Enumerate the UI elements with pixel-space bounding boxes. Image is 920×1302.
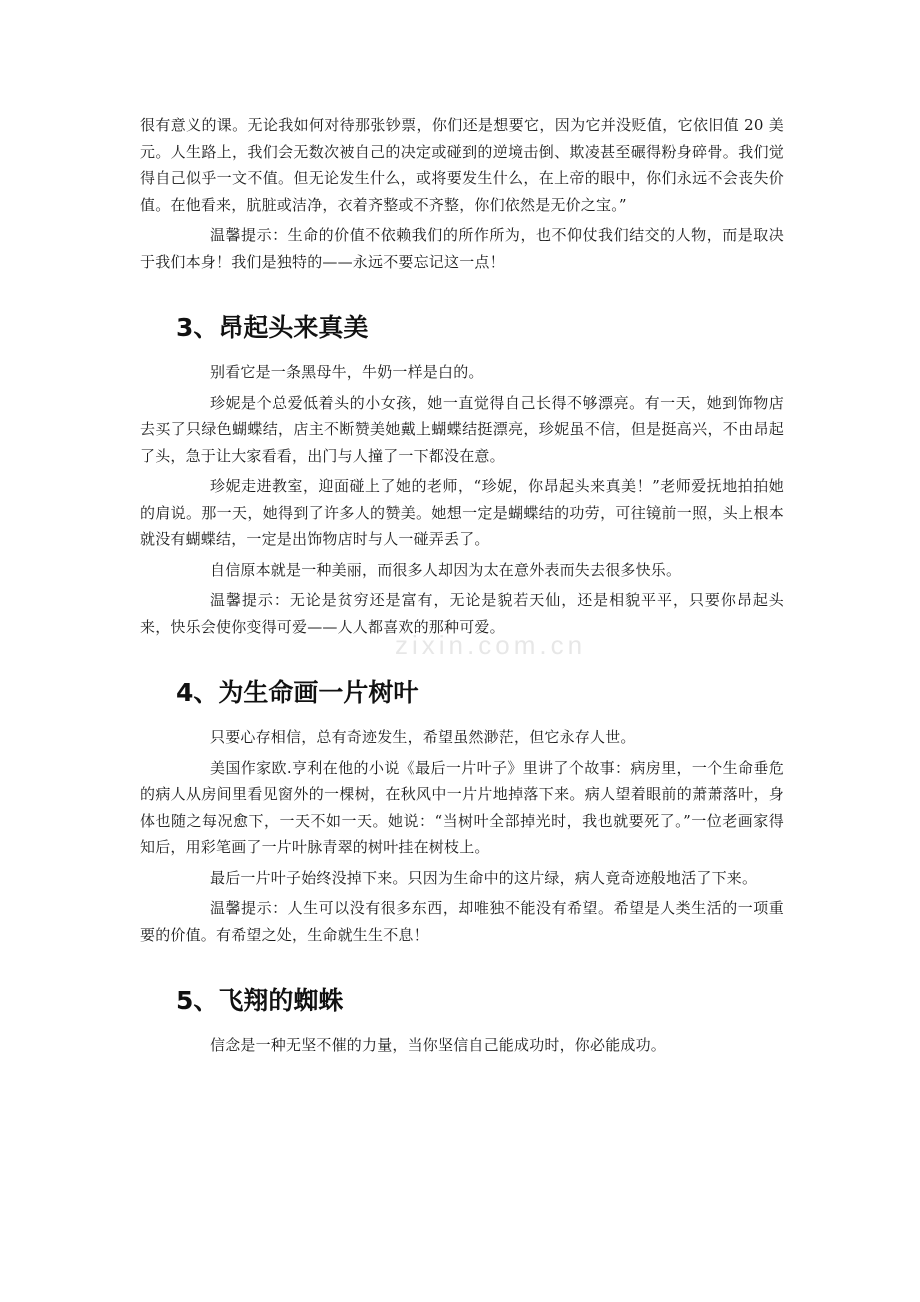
- section-4: [140, 676, 784, 948]
- paragraph: 自信原本就是一种美丽，而很多人却因为太在意外表而失去很多快乐。: [210, 560, 682, 579]
- tip-paragraph: 温馨提示：无论是贫穷还是富有，无论是貌若天仙，还是相貌平平，只要你昂起头来，快乐会使你变得可爱——人人都喜欢的那种可爱。: [140, 591, 784, 636]
- section-heading: 3、昂起头来真美: [176, 313, 369, 342]
- paragraph: 很有意义的课。无论我如何对待那张钞票，你们还是想要它，因为它并没贬值，它依旧值 20 美元。人生路上，我们会无数次被自己的决定或碰到的逆境击倒、欺凌甚至碾得粉身碎骨。我们觉得自己似乎一文不值。但无论发生什么，或将要发生什么，在上帝的眼中，你们永远不会丧失价值。在他看来，肮脏或洁净，衣着齐整或不齐整，你们依然是无价之宝。”: [140, 116, 784, 214]
- paragraph: 珍妮走进教室，迎面碰上了她的老师，“珍妮，你昂起头来真美！”老师爱抚地拍拍她的肩说。那一天，她得到了许多人的赞美。她想一定是蝴蝶结的功劳，可往镜前一照，头上根本就没有蝴蝶结，一定是出饰物店时与人一碰弄丢了。: [140, 477, 784, 548]
- section-heading: 4、为生命画一片树叶: [176, 678, 419, 707]
- paragraph: 别看它是一条黑母牛，牛奶一样是白的。: [210, 363, 484, 381]
- tip-paragraph: 温馨提示：人生可以没有很多东西，却唯独不能没有希望。希望是人类生活的一项重要的价值。有希望之处，生命就生生不息！: [140, 899, 784, 944]
- section-heading: 5、飞翔的蜘蛛: [176, 986, 344, 1015]
- paragraph: 只要心存相信，总有奇迹发生，希望虽然渺茫，但它永存人世。: [210, 728, 636, 746]
- document-page: [140, 112, 784, 1063]
- tip-paragraph: 温馨提示：生命的价值不依赖我们的所作所为，也不仰仗我们结交的人物，而是取决于我们本身！我们是独特的——永远不要忘记这一点！: [140, 226, 784, 271]
- paragraph: 珍妮是个总爱低着头的小女孩，她一直觉得自己长得不够漂亮。有一天，她到饰物店去买了只绿色蝴蝶结，店主不断赞美她戴上蝴蝶结挺漂亮，珍妮虽不信，但是挺高兴，不由昂起了头，急于让大家看看，出门与人撞了一下都没在意。: [140, 393, 784, 465]
- paragraph: 信念是一种无坚不催的力量，当你坚信自己能成功时，你必能成功。: [210, 1036, 667, 1054]
- section-5: [140, 984, 784, 1059]
- section-3: [140, 311, 784, 640]
- section-intro: [140, 112, 784, 275]
- paragraph: 最后一片叶子始终没掉下来。只因为生命中的这片绿，病人竟奇迹般地活了下来。: [210, 868, 758, 887]
- paragraph: 美国作家欧.亨利在他的小说《最后一片叶子》里讲了个故事：病房里，一个生命垂危的病人从房间里看见窗外的一棵树，在秋风中一片片地掉落下来。病人望着眼前的萧萧落叶，身体也随之每况愈下，一天不如一天。她说：“当树叶全部掉光时，我也就要死了。”一位老画家得知后，用彩笔画了一片叶脉青翠的树叶挂在树枝上。: [140, 758, 784, 856]
- watermark: zixin.com.cn: [395, 630, 587, 660]
